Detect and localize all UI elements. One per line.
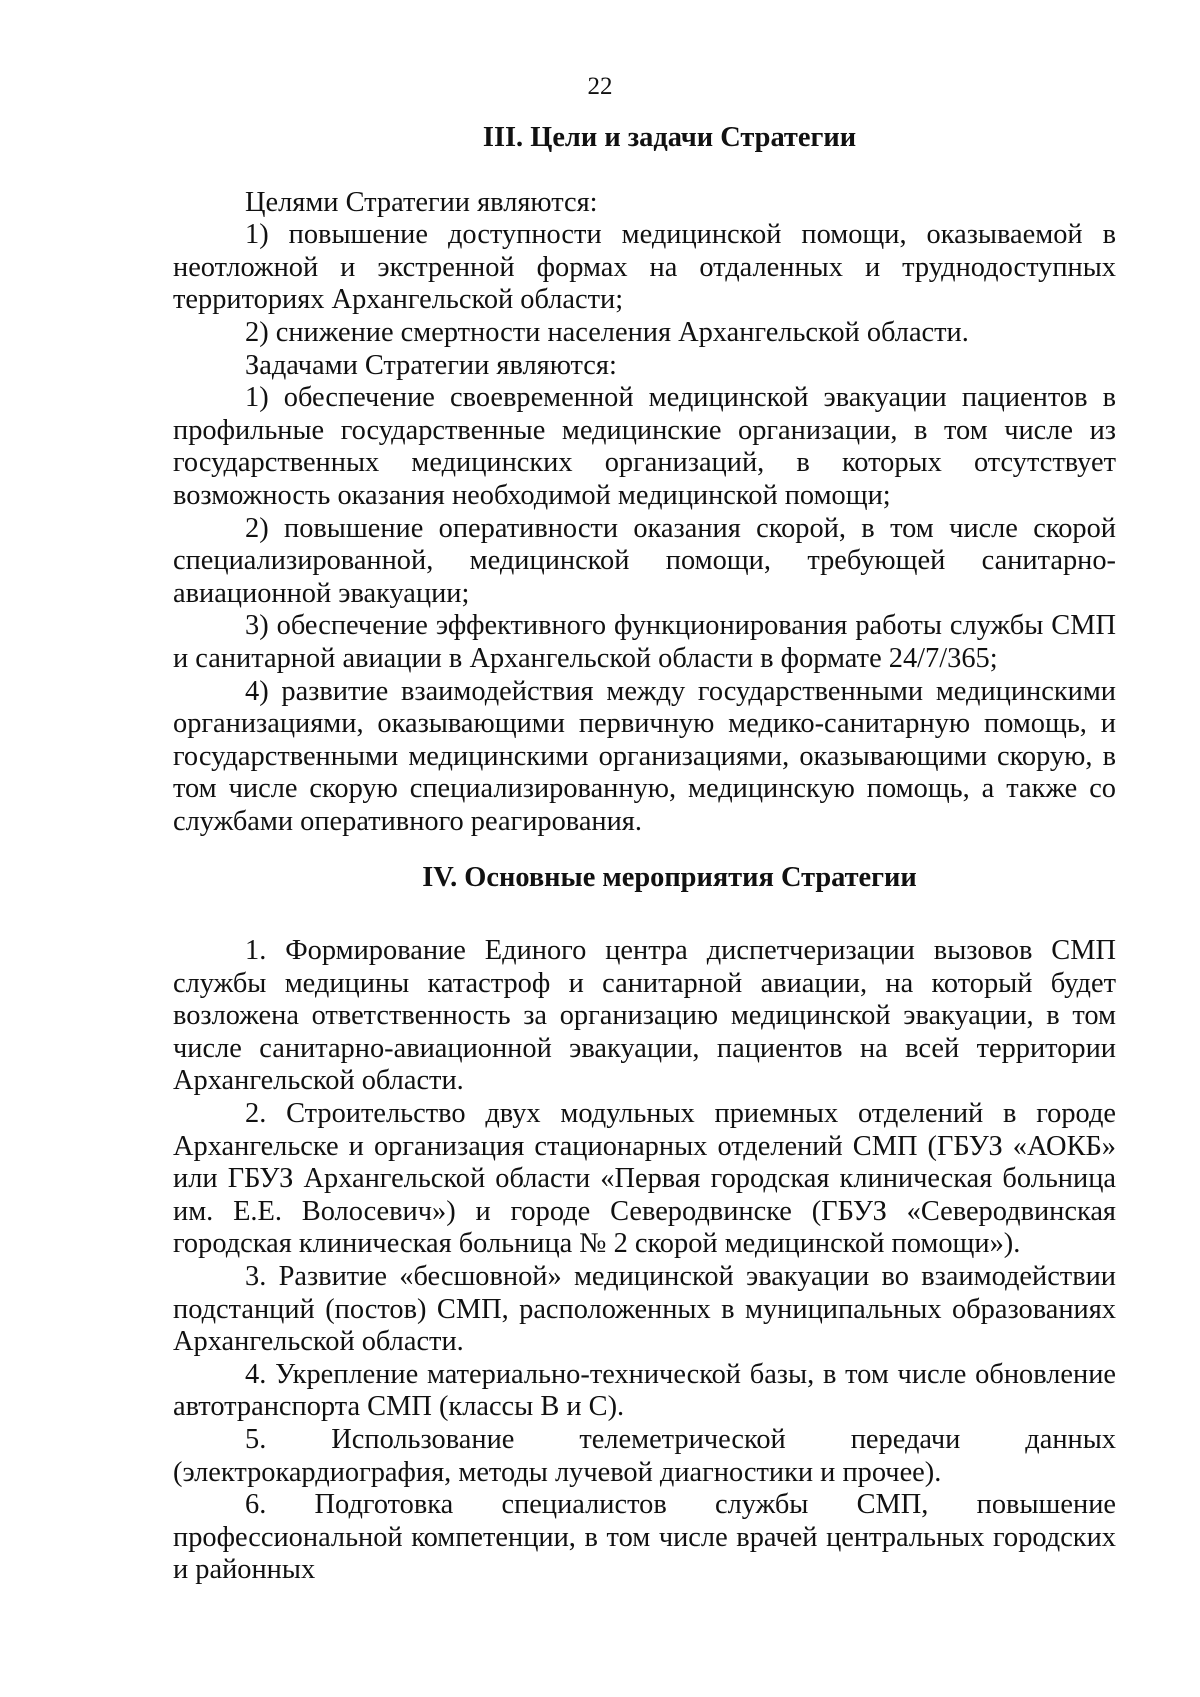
paragraph: 2. Строительство двух модульных приемных отделений в городе Архангельске и организация стационарных отделений СМП (ГБУЗ «АОКБ» или ГБУЗ Архангельской области «Первая городская клиническая больница им. Е.Е. Волосевич») и городе Северодвинске (ГБУЗ «Северодвинская городская клиническая больница № 2 скорой медицинской помощи»). <box>173 1098 1116 1260</box>
document-body <box>173 122 1116 1587</box>
paragraph: 1. Формирование Единого центра диспетчеризации вызовов СМП службы медицины катастроф и санитарной авиации, на который будет возложена ответственность за организацию медицинской эвакуации, в том числе санитарно-авиационной эвакуации, пациентов на всей территории Архангельской области. <box>173 935 1116 1097</box>
section-heading-measures: IV. Основные мероприятия Стратегии <box>422 862 917 894</box>
paragraph: 1) повышение доступности медицинской помощи, оказываемой в неотложной и экстренной формах на отдаленных и труднодоступных территориях Архангельской области; <box>173 219 1116 316</box>
paragraph: 3) обеспечение эффективного функционирования работы службы СМП и санитарной авиации в Архангельской области в формате 24/7/365; <box>173 610 1116 674</box>
section-heading-goals: III. Цели и задачи Стратегии <box>482 122 857 153</box>
paragraph: 1) обеспечение своевременной медицинской эвакуации пациентов в профильные государственные медицинские организации, в том числе из государственных медицинских организаций, в которых отсутствует возможность оказания необходимой медицинской помощи; <box>173 382 1116 511</box>
paragraph: 5. Использование телеметрической передачи данных (электрокардиография, методы лучевой диагностики и прочее). <box>173 1423 1116 1488</box>
paragraph: 4) развитие взаимодействия между государственными медицинскими организациями, оказывающими первичную медико-санитарную помощь, и государственными медицинскими организациями, оказывающими скорую, в том числе скорую специализированную, медицинскую помощь, а также со службами оперативного реагирования. <box>173 675 1116 837</box>
paragraph: 3. Развитие «бесшовной» медицинской эвакуации во взаимодействии подстанций (постов) СМП, расположенных в муниципальных образованиях Архангельской области. <box>173 1261 1116 1358</box>
page-number: 22 <box>587 73 613 100</box>
paragraph: 4. Укрепление материально-технической базы, в том числе обновление автотранспорта СМП (классы В и С). <box>173 1358 1116 1423</box>
paragraph: Целями Стратегии являются: <box>245 186 598 218</box>
paragraph: 6. Подготовка специалистов службы СМП, повышение профессиональной компетенции, в том числе врачей центральных городских и районных <box>173 1489 1116 1586</box>
paragraph: 2) повышение оперативности оказания скорой, в том числе скорой специализированной, медицинской помощи, требующей санитарно-авиационной эвакуации; <box>173 512 1116 609</box>
paragraph: Задачами Стратегии являются: <box>245 349 617 381</box>
paragraph: 2) снижение смертности населения Архангельской области. <box>245 316 969 348</box>
